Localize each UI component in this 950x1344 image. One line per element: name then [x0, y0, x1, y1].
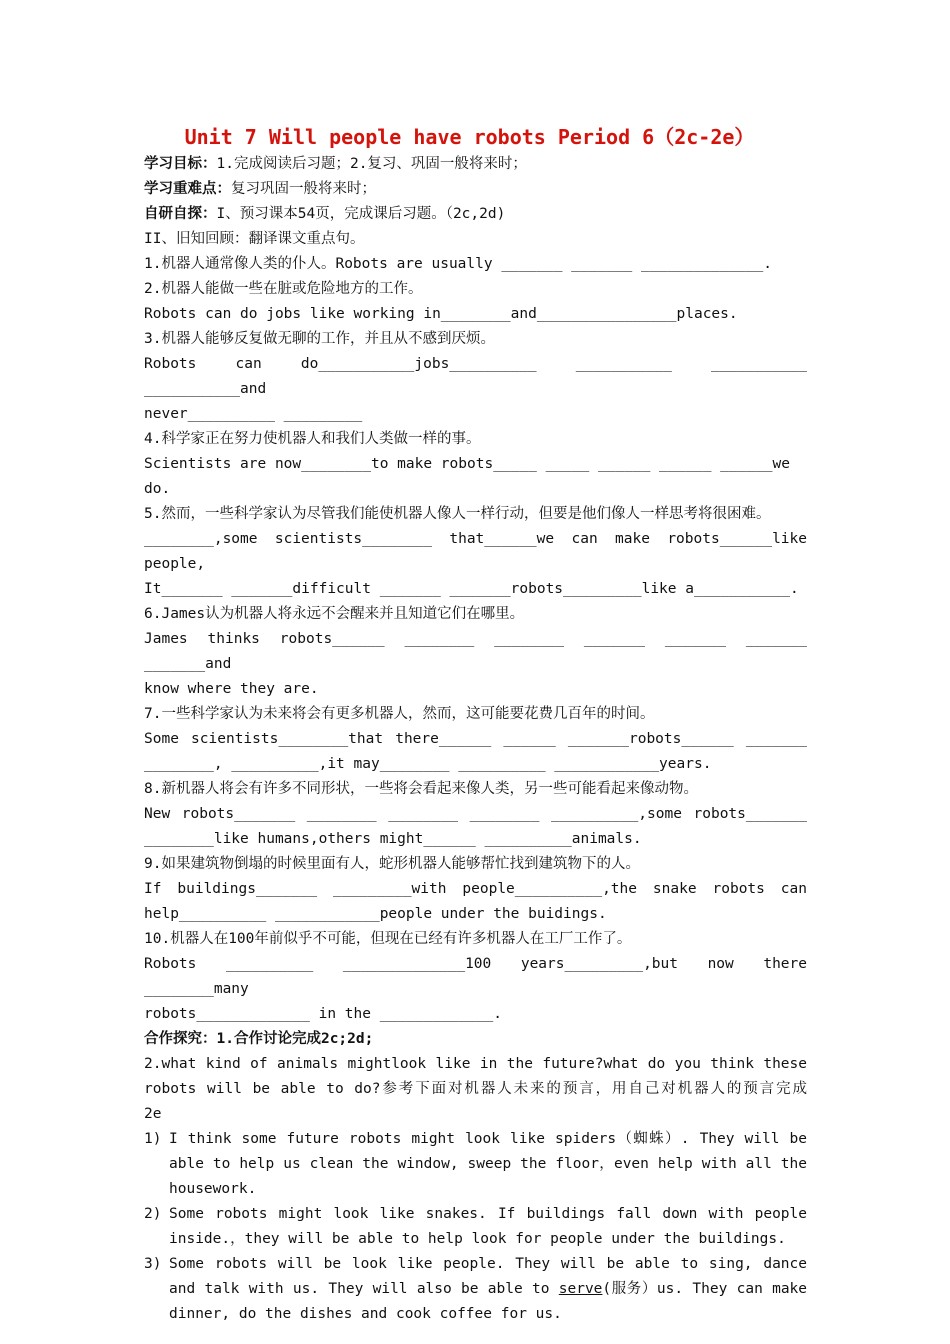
prediction-number: 3) [144, 1256, 162, 1272]
prediction-text [169, 1252, 807, 1327]
item-2-cn: 2.机器人能做一些在脏或危险地方的工作。 [144, 281, 423, 297]
page-title: Unit 7 Will people have robots Period 6（2c-2e） [184, 125, 755, 149]
item-10-en-1: Robots __________ ______________100 years_________,but now there ________many [144, 956, 816, 997]
item-5-cn: 5.然而，一些科学家认为尽管我们能使机器人像人一样行动，但要是他们像人一样思考将很困难。 [144, 506, 771, 522]
item-8-en-2: ________like humans,others might______ __________animals. [144, 831, 642, 847]
review-heading: II、旧知回顾：翻译课文重点句。 [144, 231, 365, 247]
item-7-cn: 7.一些科学家认为未来将会有更多机器人，然而，这可能要花费几百年的时间。 [144, 706, 655, 722]
self-study-label: 自研自探： [144, 206, 217, 222]
item-4-en: Scientists are now________to make robots_____ _____ ______ ______ ______we do. [144, 456, 799, 497]
item-2-en: Robots can do jobs like working in________and________________places. [144, 306, 738, 322]
prediction-text: I think some future robots might look like spiders（蜘蛛）. They will be able to help us clean the window, sweep the floor，even help with all the housework. [169, 1131, 807, 1197]
item-8-en-1: New robots_______ ________ ________ ________ __________,some robots_______ [144, 806, 807, 822]
question-2-line-2: robots will be able to do?参考下面对机器人未来的预言，用自己对机器人的预言完成 [144, 1081, 807, 1097]
item-3-en-1: Robots can do___________jobs__________ ___________ ___________ ___________and [144, 356, 816, 397]
item-6-en-2: know where they are. [144, 681, 319, 697]
objectives-label: 学习目标： [144, 156, 217, 172]
objectives-text: 1.完成阅读后习题；2.复习、巩固一般将来时； [216, 156, 527, 172]
item-3-cn: 3.机器人能够反复做无聊的工作，并且从不感到厌烦。 [144, 331, 495, 347]
item-10-cn: 10.机器人在100年前似乎不可能，但现在已经有许多机器人在工厂工作了。 [144, 931, 632, 947]
item-6-en-1: James thinks robots______ ________ ________ _______ _______ _______ _______and [144, 631, 816, 672]
item-3-en-2: never__________ _________ [144, 406, 363, 422]
prediction-3 [144, 1252, 807, 1327]
question-2-line-1: 2.what kind of animals mightlook like in the future?what do you think these [144, 1056, 807, 1072]
item-7-en-2: ________, __________,it may________ __________ ____________years. [144, 756, 712, 772]
key-points-text: 复习巩固一般将来时； [231, 181, 376, 197]
item-5-en-2: It_______ _______difficult _______ _______robots_________like a___________. [144, 581, 799, 597]
self-study-line [144, 202, 807, 227]
key-points-label: 学习重难点： [144, 181, 231, 197]
item-9-en-2: help__________ ____________people under the buidings. [144, 906, 607, 922]
prediction-text-pre: Some robots will be look like people. They will be able to sing, dance and talk with us. They will also be able to [169, 1256, 807, 1297]
prediction-number: 2) [144, 1206, 162, 1222]
self-study-text: I、预习课本54页，完成课后习题。（2c,2d) [216, 206, 506, 222]
objectives-line [144, 152, 807, 177]
cooperate-text: 1.合作讨论完成2c;2d; [216, 1031, 374, 1047]
key-points-line [144, 177, 807, 202]
worksheet-page [144, 122, 816, 1327]
item-6-cn: 6.James认为机器人将永远不会醒来并且知道它们在哪里。 [144, 606, 525, 622]
item-9-cn: 9.如果建筑物倒塌的时候里面有人，蛇形机器人能够帮忙找到建筑物下的人。 [144, 856, 640, 872]
cooperate-label: 合作探究： [144, 1031, 217, 1047]
prediction-number: 1) [144, 1131, 162, 1147]
item-7-en-1: Some scientists________that there______ ______ _______robots______ _______ [144, 731, 807, 747]
item-4-cn: 4.科学家正在努力使机器人和我们人类做一样的事。 [144, 431, 481, 447]
prediction-text: Some robots might look like snakes. If buildings fall down with people inside.，they will be able to help look for people under the buildings. [169, 1206, 807, 1247]
serve-word: serve [558, 1281, 603, 1297]
prediction-1 [144, 1127, 807, 1202]
item-1-cn: 1.机器人通常像人类的仆人。Robots are usually _______ _______ ______________. [144, 256, 772, 272]
item-5-en-1: ________,some scientists________ that______we can make robots______like people, [144, 531, 816, 572]
item-10-en-2: robots_____________ in the _____________. [144, 1006, 502, 1022]
cooperate-line [144, 1027, 807, 1052]
item-9-en-1: If buildings_______ _________with people__________,the snake robots can [144, 881, 807, 897]
prediction-text-post: (服务）us. They can make dinner, do the dishes and cook coffee for us. [169, 1281, 808, 1322]
item-8-cn: 8.新机器人将会有许多不同形状，一些将会看起来像人类，另一些可能看起来像动物。 [144, 781, 698, 797]
prediction-2 [144, 1202, 807, 1252]
question-2-line-3: 2e [144, 1106, 162, 1122]
